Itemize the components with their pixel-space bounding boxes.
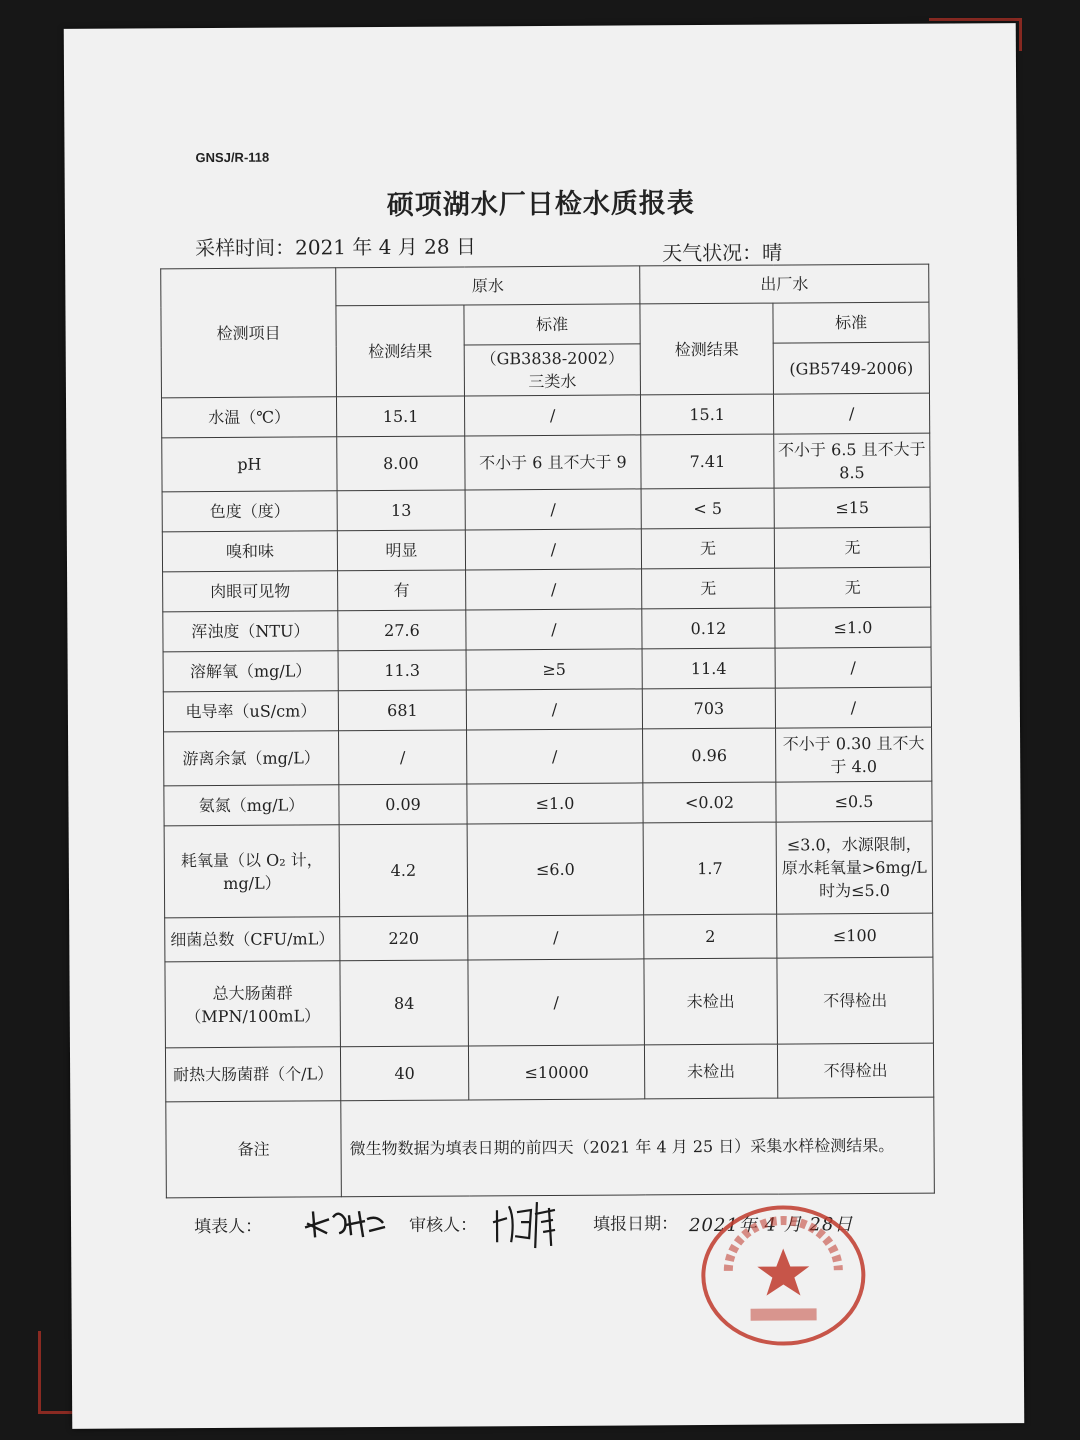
sampling-label: 采样时间： (195, 235, 296, 261)
cell-item: 水温（℃） (161, 397, 336, 438)
table-row (162, 433, 930, 492)
table-row (161, 393, 929, 438)
cell-out-std: ≤1.0 (775, 607, 931, 648)
reviewer-signature (491, 1192, 561, 1252)
cell-raw: 13 (337, 490, 465, 531)
cell-raw-std: / (464, 395, 640, 436)
cell-raw-std: ≥5 (466, 649, 642, 690)
cell-out: 1.7 (643, 822, 777, 915)
cell-out: 15.1 (640, 394, 773, 435)
cell-raw-std: / (466, 569, 642, 610)
table-row (164, 821, 933, 918)
cell-out: 703 (642, 688, 775, 729)
cell-raw-std: ≤6.0 (467, 823, 644, 916)
cell-out-std: / (775, 687, 931, 728)
table-row (164, 727, 932, 786)
weather-value: 晴 (762, 240, 783, 265)
cell-raw-std: / (466, 609, 642, 650)
raw-standard-code (464, 344, 640, 396)
cell-raw: 681 (338, 690, 466, 731)
cell-raw-std: ≤10000 (468, 1045, 644, 1100)
cell-item: 浑浊度（NTU） (163, 611, 338, 652)
cell-out: 无 (641, 528, 774, 569)
cell-raw: 40 (340, 1046, 468, 1101)
cell-out-std: 不得检出 (777, 957, 934, 1044)
cell-item: 溶解氧（mg/L） (163, 651, 338, 692)
header-raw-result: 检测结果 (336, 305, 465, 397)
cell-raw: 27.6 (338, 610, 466, 651)
cell-raw-std: / (468, 959, 645, 1046)
cell-out-std: ≤0.5 (776, 781, 932, 822)
cell-item: pH (162, 437, 337, 492)
cell-item: 电导率（uS/cm） (163, 691, 338, 732)
cell-item: 色度（度） (162, 491, 337, 532)
out-standard-code: (GB5749-2006) (773, 342, 929, 394)
cell-out-std: / (773, 393, 929, 434)
table-row (163, 567, 931, 612)
cell-out: 0.12 (642, 608, 775, 649)
cell-raw: 有 (338, 570, 466, 611)
cell-out: 无 (642, 568, 775, 609)
cell-item: 耐热大肠菌群（个/L） (165, 1047, 340, 1102)
cell-out: 7.41 (641, 434, 774, 489)
raw-standard-code-text: （GB3838-2002） (480, 348, 625, 369)
filler-label: 填表人： (193, 1216, 263, 1238)
date-value: 2021年 4 月 28日 (688, 1214, 854, 1237)
cell-raw-std: / (468, 915, 644, 960)
cell-raw: 15.1 (336, 396, 464, 437)
cell-raw: 84 (340, 960, 469, 1047)
cell-item: 氨氮（mg/L） (164, 785, 339, 826)
cell-out: 未检出 (644, 1044, 777, 1099)
cell-out-std: 不小于 6.5 且不大于 8.5 (774, 433, 930, 488)
cell-raw-std: / (466, 689, 642, 730)
header-out-water: 出厂水 (640, 264, 929, 304)
cell-out: <0.02 (643, 782, 776, 823)
cell-out: < 5 (641, 488, 774, 529)
header-out-result: 检测结果 (640, 303, 774, 395)
table-row (165, 913, 933, 962)
table-row (165, 957, 934, 1048)
cell-out: 0.96 (643, 728, 776, 783)
table-row (165, 1043, 933, 1102)
cell-raw-std: / (465, 529, 641, 570)
cell-out-std: / (775, 647, 931, 688)
cell-out-std: 无 (774, 527, 930, 568)
cell-out-std: ≤100 (777, 913, 933, 958)
sampling-date: 2021 年 4 月 28 日 (294, 234, 477, 260)
cell-out: 未检出 (644, 958, 778, 1045)
cell-raw-std: 不小于 6 且不大于 9 (465, 435, 641, 490)
reviewer-label: 审核人： (408, 1215, 478, 1236)
table-row (163, 647, 931, 692)
cell-out-std: 不得检出 (777, 1043, 933, 1098)
weather-label: 天气状况： (662, 240, 763, 266)
cell-raw: 8.00 (337, 436, 465, 491)
header-raw-water: 原水 (336, 266, 640, 306)
cell-out-std: ≤3.0，水源限制，原水耗氧量>6mg/L 时为≤5.0 (776, 821, 933, 914)
cell-item: 嗅和味 (162, 531, 337, 572)
cell-raw-std: ≤1.0 (467, 783, 643, 824)
cell-item: 总大肠菌群（MPN/100mL） (165, 961, 341, 1048)
cell-item: 游离余氯（mg/L） (164, 731, 339, 786)
cell-raw: 11.3 (338, 650, 466, 691)
cell-out: 11.4 (642, 648, 775, 689)
filler-signature (299, 1197, 389, 1246)
cell-item: 耗氧量（以 O₂ 计，mg/L） (164, 825, 340, 918)
cell-raw: / (339, 730, 467, 785)
cell-raw: 明显 (337, 530, 465, 571)
report-sheet (64, 23, 1025, 1429)
raw-standard-class: 三类水 (528, 371, 577, 392)
cell-out-std: 不小于 0.30 且不大于 4.0 (776, 727, 932, 782)
table-row (163, 687, 931, 732)
cell-item: 细菌总数（CFU/mL） (165, 917, 340, 962)
date-label: 填报日期： (592, 1214, 679, 1235)
official-stamp (698, 1200, 869, 1351)
cell-out: 2 (644, 914, 777, 959)
note-text: 微生物数据为填表日期的前四天（2021 年 4 月 25 日）采集水样检测结果。 (341, 1097, 935, 1197)
cell-out-std: 无 (775, 567, 931, 608)
cell-raw: 220 (340, 916, 468, 961)
table-row (162, 487, 930, 532)
cell-raw: 4.2 (339, 824, 468, 917)
header-raw-standard: 标准 (464, 304, 640, 345)
sampling-time (195, 230, 476, 261)
table-row (162, 527, 930, 572)
table-row (163, 607, 931, 652)
note-label: 备注 (166, 1101, 342, 1198)
table-row (164, 781, 932, 826)
water-quality-table (160, 264, 935, 1199)
header-out-standard: 标准 (773, 302, 929, 343)
cell-raw: 0.09 (339, 784, 467, 825)
form-code: GNSJ/R-118 (195, 149, 270, 166)
header-item: 检测项目 (161, 268, 337, 398)
page-title: 硕项湖水厂日检水质报表 (386, 188, 695, 221)
weather-info (662, 237, 782, 267)
cell-item: 肉眼可见物 (163, 571, 338, 612)
cell-raw-std: / (467, 729, 643, 784)
cell-raw-std: / (465, 489, 641, 530)
cell-out-std: ≤15 (774, 487, 930, 528)
